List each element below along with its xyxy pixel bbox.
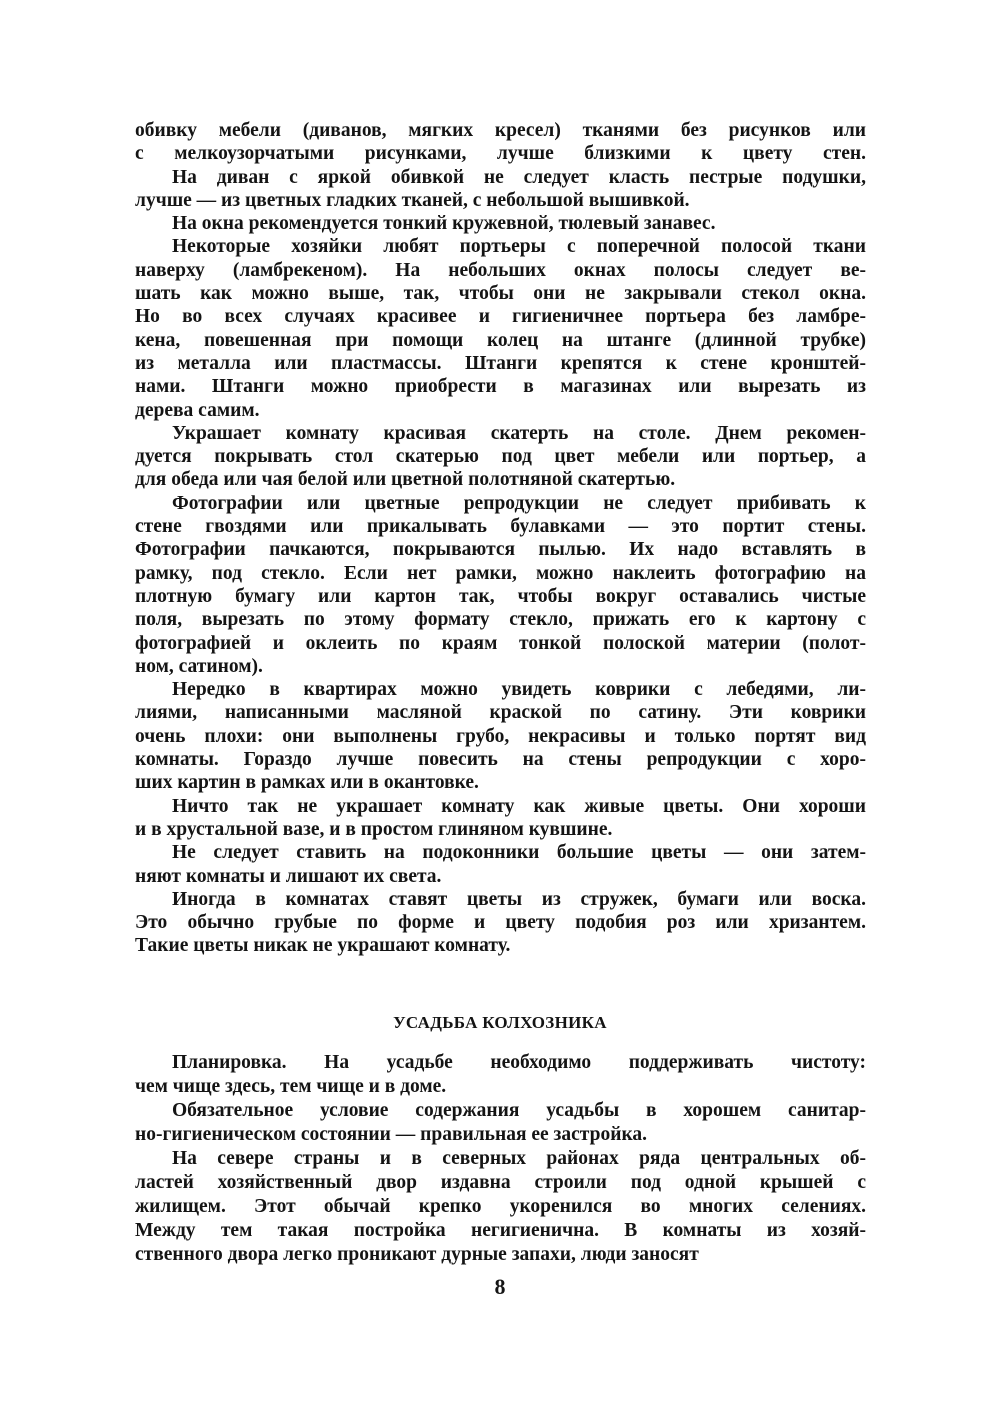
paragraph: [135, 119, 866, 166]
paragraph: [135, 492, 866, 678]
text-line: жилищем. Этот обычай крепко укоренился во многих селениях.: [135, 1196, 866, 1217]
text-line: няют комнаты и лишают их света.: [135, 865, 442, 887]
text-line: из металла или пластмассы. Штанги крепятся к стене кронштей-: [135, 352, 866, 374]
text-line: обивку мебели (диванов, мягких кресел) тканями без рисунков или: [135, 120, 866, 141]
text-line: Иногда в комнатах ставят цветы из стружек, бумаги или воска.: [172, 888, 866, 910]
text-line: Между тем такая постройка негигиенична. В комнаты из хозяй-: [135, 1220, 866, 1241]
text-line: и в хрустальной вазе, и в простом глиняном кувшине.: [135, 818, 613, 840]
paragraph: [135, 1051, 866, 1099]
text-line: с мелкоузорчатыми рисунками, лучше близкими к цвету стен.: [135, 143, 866, 165]
text-line: Это обычно грубые по форме и цвету подобия роз или хризантем.: [135, 912, 866, 934]
text-line: Некоторые хозяйки любят портьеры с поперечной полосой ткани: [172, 236, 866, 258]
paragraph: [135, 166, 866, 213]
page-number: 8: [494, 1274, 506, 1299]
text-line: нами. Штанги можно приобрести в магазинах или вырезать из: [135, 376, 866, 398]
run-in-heading: Планировка.: [172, 1052, 287, 1073]
text-line: ном, сатином).: [135, 655, 263, 677]
text-line: Нередко в квартирах можно увидеть коврики с лебедями, ли-: [172, 679, 866, 701]
section-text: [135, 1051, 866, 1267]
text-line: Но во всех случаях красивее и гигиеничнее портьера без ламбре-: [135, 306, 866, 328]
text-line: шать как можно выше, так, чтобы они не закрывали стекол окна.: [135, 283, 866, 305]
text-line: Украшает комнату красивая скатерть на столе. Днем рекомен-: [172, 422, 866, 444]
text-line: чем чище здесь, тем чище и в доме.: [135, 1076, 447, 1097]
paragraph: [135, 235, 866, 421]
paragraph: [135, 1099, 866, 1147]
text-line: Фотографии пачкаются, покрываются пылью. Их надо вставлять в: [135, 539, 866, 561]
text-line: лучше — из цветных гладких тканей, с небольшой вышивкой.: [135, 189, 690, 211]
text-line: На севере страны и в северных районах ряда центральных об-: [172, 1148, 866, 1169]
text-line: На окна рекомендуется тонкий кружевной, тюлевый занавес.: [172, 213, 716, 235]
paragraph: [135, 795, 866, 842]
text-line: дерева самим.: [135, 399, 260, 421]
text-line: для обеда или чая белой или цветной полотняной скатертью.: [135, 469, 676, 491]
body-text: [135, 119, 866, 958]
paragraph: [135, 422, 866, 492]
text-line: комнаты. Гораздо лучше повесить на стены репродукции с хоро-: [135, 749, 866, 771]
text-line: дуется покрывать стол скатерью под цвет мебели или портьер, а: [135, 446, 866, 468]
text-line: ластей хозяйственный двор издавна строили под одной крышей с: [135, 1172, 866, 1193]
text-line: Обязательное условие содержания усадьбы в хорошем санитар-: [172, 1100, 866, 1121]
paragraph: [135, 212, 866, 235]
text-line: лиями, написанными масляной краской по сатину. Эти коврики: [135, 702, 866, 724]
paragraph: [135, 1147, 866, 1267]
text-line: Ничто так не украшает комнату как живые цветы. Они хороши: [172, 795, 866, 817]
text-line: наверху (ламбрекеном). На небольших окнах полосы следует ве-: [135, 259, 866, 281]
text-line: рамку, под стекло. Если нет рамки, можно наклеить фотографию на: [135, 562, 866, 584]
text-line: [135, 1051, 866, 1075]
text-line: На диван с яркой обивкой не следует класть пестрые подушки,: [172, 166, 866, 188]
text-line: стене гвоздями или прикалывать булавками — это портит стены.: [135, 516, 866, 538]
text-line: очень плохи: они выполнены грубо, некрасивы и только портят вид: [135, 725, 866, 747]
text-line: но-гигиеническом состоянии — правильная ее застройка.: [135, 1124, 648, 1145]
text-line: плотную бумагу или картон так, чтобы вокруг оставались чистые: [135, 585, 866, 607]
section-heading: УСАДЬБА КОЛХОЗНИКА: [393, 1013, 607, 1032]
paragraph: [135, 841, 866, 888]
text-line: Фотографии или цветные репродукции не следует прибивать к: [172, 492, 866, 514]
paragraph: [135, 678, 866, 794]
text-line: Не следует ставить на подоконники большие цветы — они затем-: [172, 842, 866, 864]
text-line: ших картин в рамках или в окантовке.: [135, 772, 479, 794]
paragraph: [135, 888, 866, 958]
text-line: Такие цветы никак не украшают комнату.: [135, 935, 511, 957]
text-line: фотографией и оклеить по краям тонкой полоской материи (полот-: [135, 632, 866, 654]
text-run: На усадьбе необходимо поддерживать чистоту:: [324, 1052, 867, 1073]
text-line: поля, вырезать по этому формату стекло, прижать его к картону с: [135, 609, 866, 631]
text-line: ственного двора легко проникают дурные запахи, люди заносят: [135, 1244, 699, 1265]
text-line: кена, повешенная при помощи колец на штанге (длинной трубке): [135, 329, 866, 351]
